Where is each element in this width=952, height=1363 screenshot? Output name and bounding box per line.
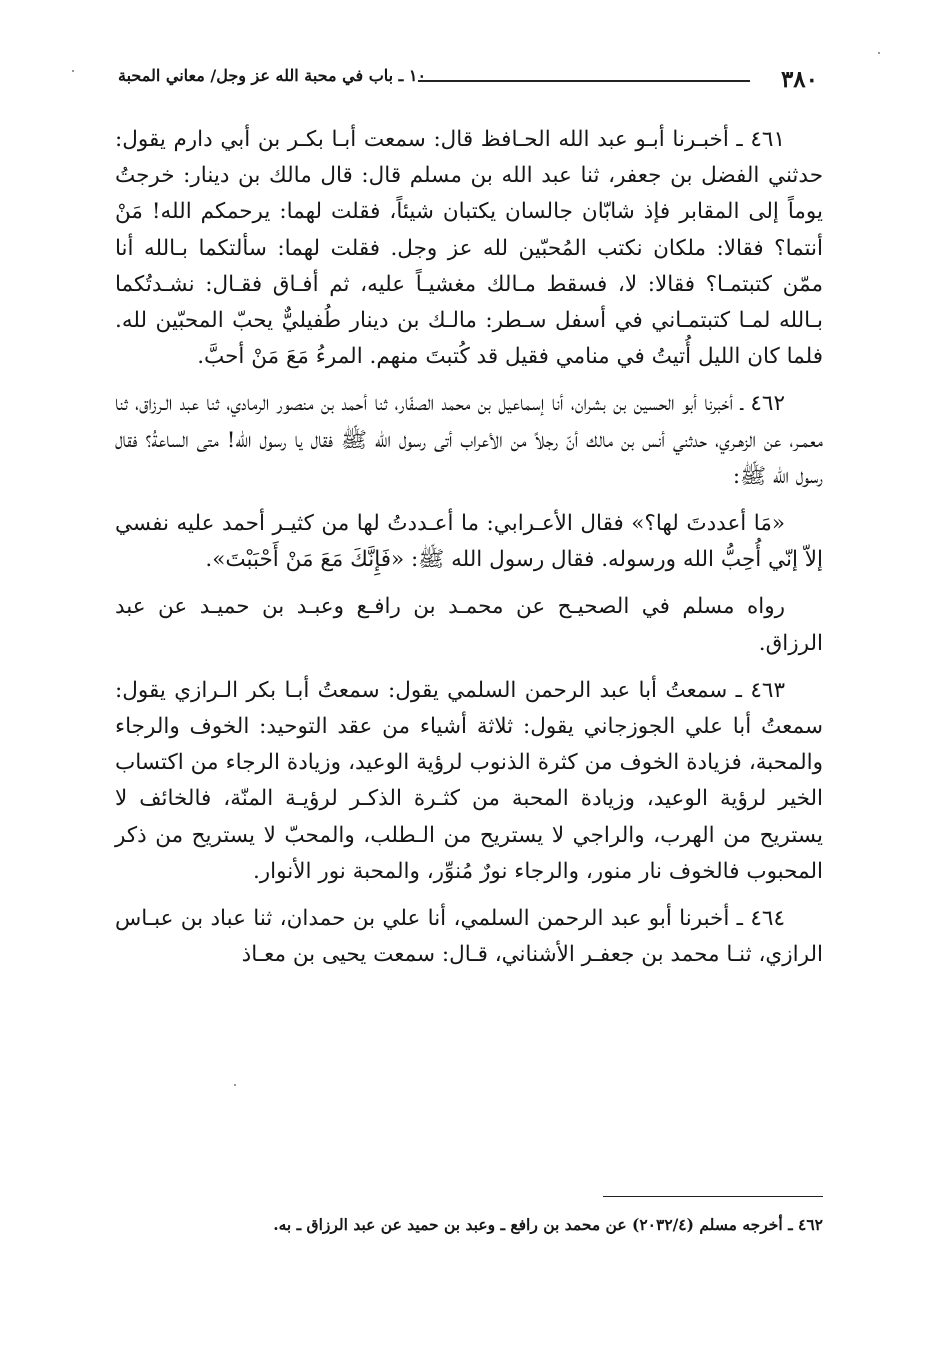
scan-speck: [72, 70, 74, 72]
main-text: [115, 122, 823, 984]
paragraph-461: ٤٦١ ـ أخبـرنا أبـو عبد الله الحـافظ قال: سمعت أبـا بكـر بن أبي دارم يقول: حدثني الفضل بن جعفر، ثنا عبد الله بن مسلم قال: قال مالك بن دينار: خرجتُ يوماً إلى المقابر فإذ شابّان جالسان يكتبان شيئاً، فقلت لهما: يرحمكم الله! مَنْ أنتما؟ فقالا: ملكان نكتب المُحبّين لله عز وجل. فقلت لهما: سألتكما بـالله أنا ممّن كتبتمـا؟ فقالا: لا، فسقط مـالك مغشيـاً عليه، ثم أفـاق فقـال: نشـدتُكما بـالله لمـا كتبتمـاني في أسفل سـطر: مالـك بن دينار طُفيليٌّ يحبّ المحبّين لله. فلما كان الليل أُتيتُ في منامي فقيل قد كُتبتَ منهم. المرءُ مَعَ مَنْ أحبَّ.: [115, 127, 823, 370]
scan-speck: [878, 52, 880, 54]
paragraph-463: ٤٦٣ ـ سمعتُ أبا عبد الرحمن السلمي يقول: سمعتُ أبـا بكر الـرازي يقول: سمعتُ أبا علي الجوزجاني يقول: ثلاثة أشياء من عقد التوحيد: الخوف والرجاء والمحبة، فزيادة الخوف من كثرة الذنوب لرؤية الوعيد، وزيادة الرجاء من اكتساب الخير لرؤية الوعيد، وزيادة المحبة من كثـرة الذكـر لرؤيـة المنّة، فالخائف لا يستريح من الهرب، والراجي لا يستريح من الـطلب، والمحبّ لا يستريح من ذكر المحبوب فالخوف نار منور، والرجاء نورٌ مُنوِّر، والمحبة نور الأنوار.: [115, 677, 823, 884]
paragraph-462: ٤٦٢ ـ أخبرنا أبو الحسين بن بشران، أنا إسماعيل بن محمد الصفّار، ثنا أحمد بن منصور الرمادي، ثنا عبد الـرزاق، ثنا معمـر، عن الزهـري، حدثني أنس بن مالك أنّ رجلاً من الأعراب أتى رسول الله ﷺ فقال يا رسول الله! متى الساعةُ؟ فقال رسول الله ﷺ:: [115, 391, 823, 489]
hadith-quote: «مَا أعددتَ لها؟» فقال الأعـرابي: ما أعـددتُ لها من كثيـر أحمد عليه نفسي إلاّ إنّي أُحِبُّ الله ورسوله. فقال رسول الله ﷺ: «فَإِنَّكَ مَعَ مَنْ أَحْبَبْتَ».: [115, 511, 823, 573]
chapter-title: ١٠ ـ باب في محبة الله عز وجل/ معاني المحبة: [118, 66, 427, 85]
page-number: ٣٨٠: [780, 66, 818, 93]
scan-speck: [234, 1084, 236, 1086]
header-rule: [418, 80, 750, 82]
paragraph-464: ٤٦٤ ـ أخبرنا أبو عبد الرحمن السلمي، أنا علي بن حمدان، ثنا عباد بن عبـاس الرازي، ثنـا محمد بن جعفـر الأشناني، قـال: سمعت يحيى بن معـاذ: [115, 906, 823, 968]
running-header: [118, 62, 818, 102]
footnote: ٤٦٢ ـ أخرجه مسلم (٢٠٣٢/٤) عن محمد بن رافع ـ وعبد بن حميد عن عبد الرزاق ـ به.: [273, 1215, 823, 1234]
footnote-rule: [603, 1196, 823, 1197]
narration-note: رواه مسلم في الصحيـح عن محمـد بن رافـع وعبـد بن حميـد عن عبد الرزاق.: [115, 594, 823, 656]
